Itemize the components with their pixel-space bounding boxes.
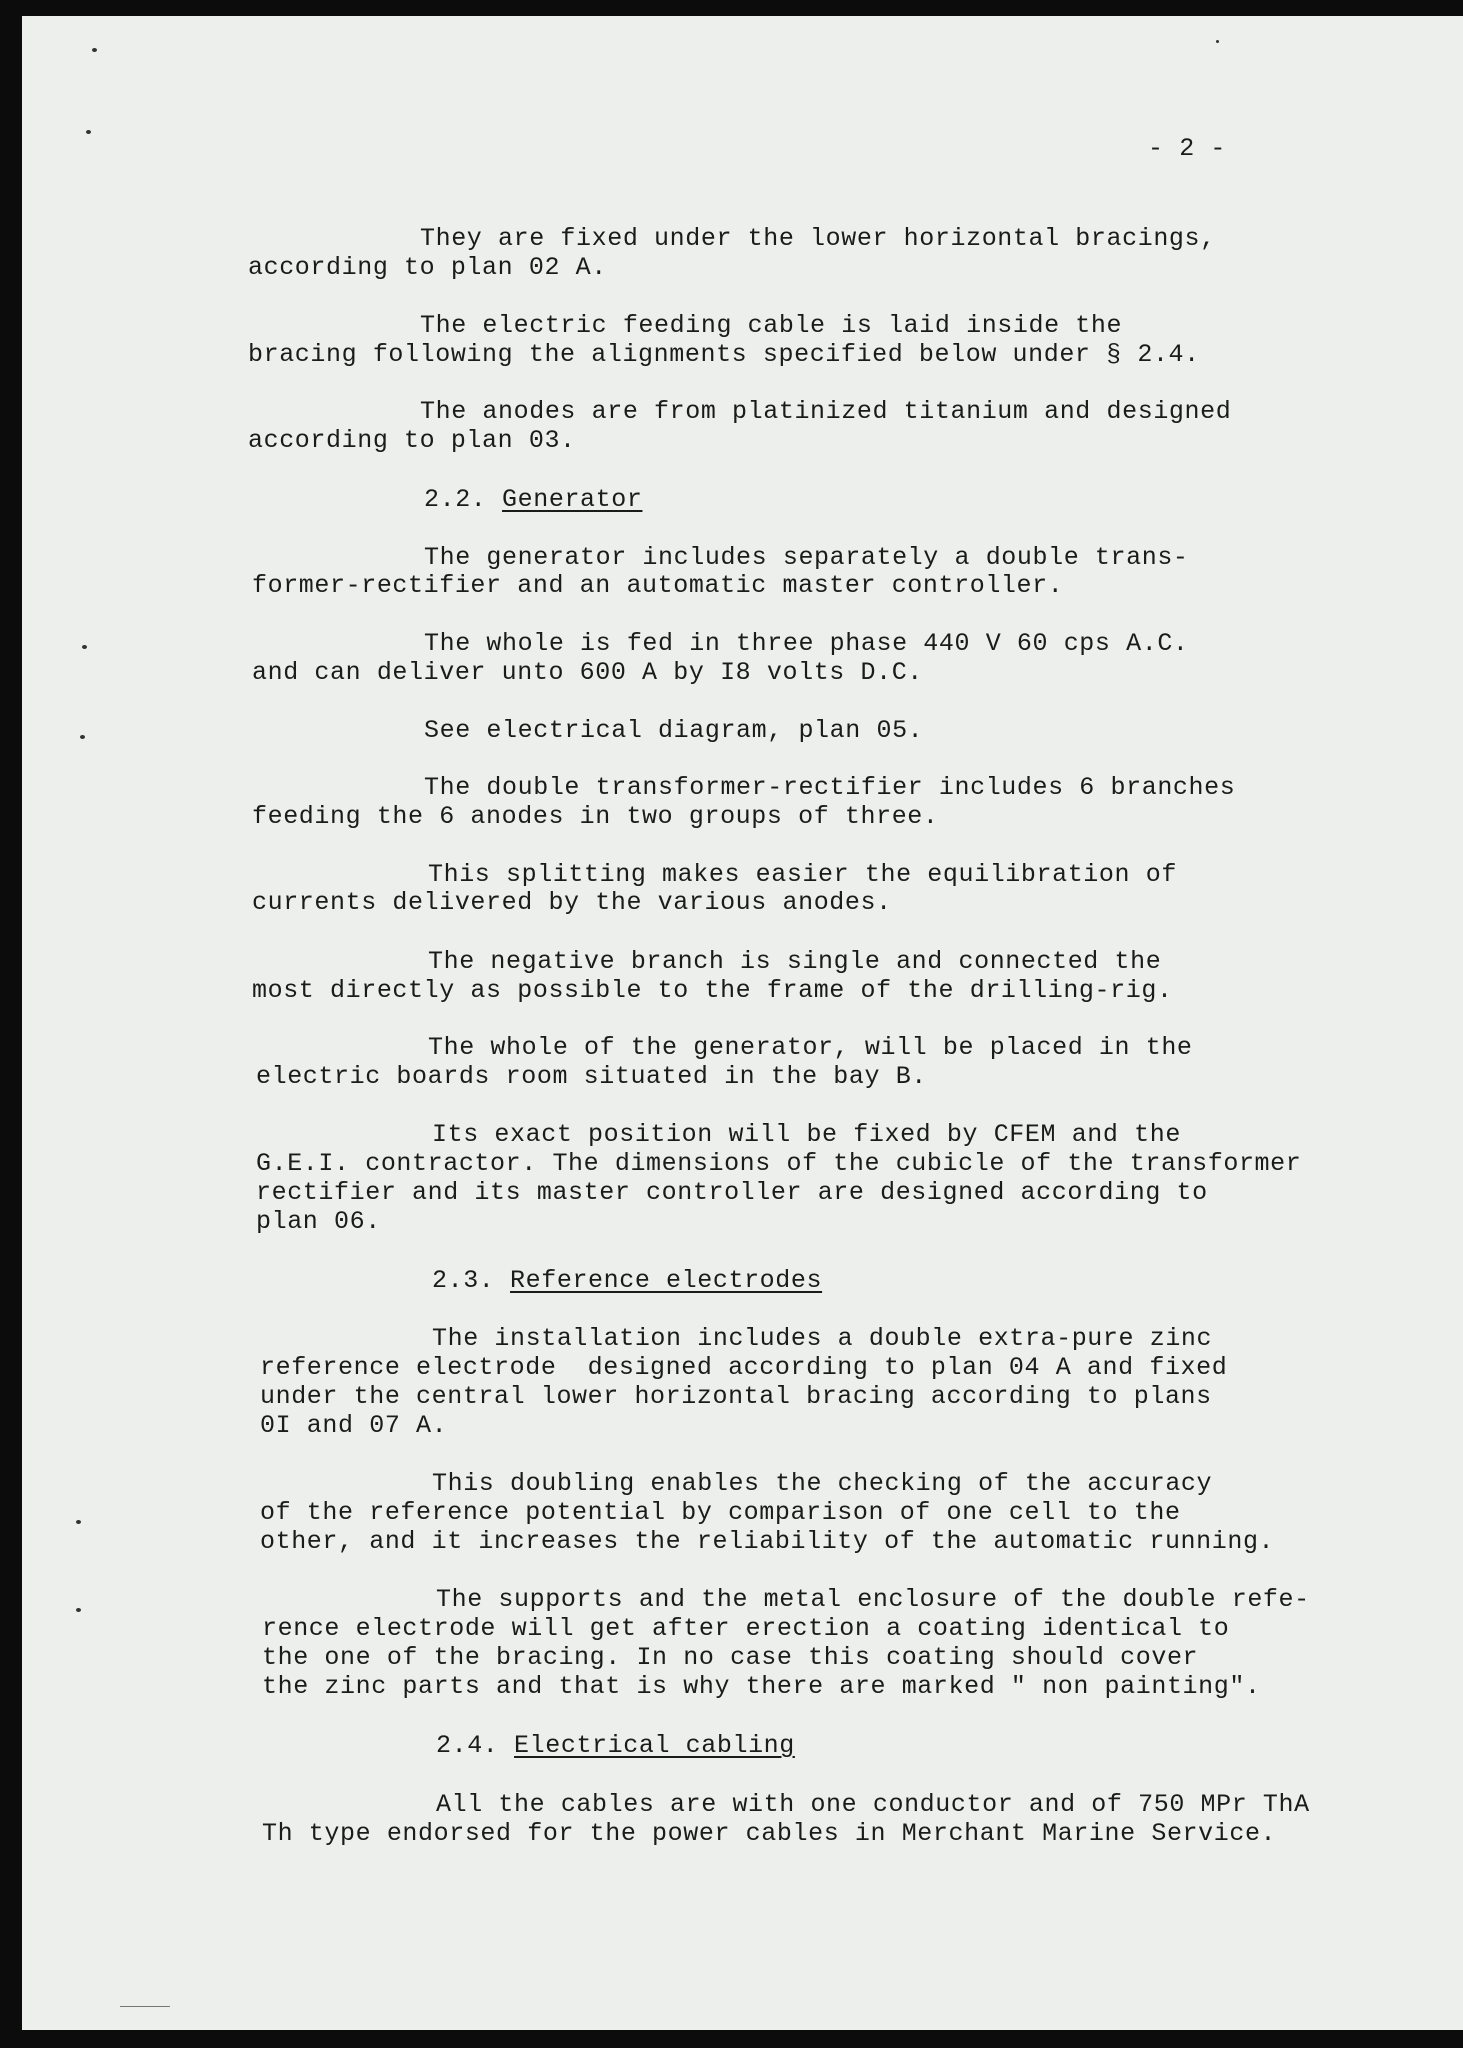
section-heading <box>424 485 642 514</box>
paragraph-line: electric boards room situated in the bay B. <box>256 1062 927 1091</box>
page-number: - 2 - <box>1148 134 1227 163</box>
scan-speck <box>80 735 85 739</box>
scan-speck <box>76 1608 81 1612</box>
section-number: 2.3. <box>432 1266 495 1295</box>
section-title: Generator <box>502 485 643 514</box>
paragraph-line: The anodes are from platinized titanium and designed <box>420 397 1232 426</box>
paragraph-line: The electric feeding cable is laid inside the <box>420 311 1123 340</box>
scan-speck <box>92 48 97 52</box>
paragraph-line: This doubling enables the checking of the accuracy <box>432 1469 1213 1498</box>
section-title: Electrical cabling <box>514 1731 795 1760</box>
section-number: 2.4. <box>436 1731 499 1760</box>
paragraph-line: feeding the 6 anodes in two groups of three. <box>252 802 939 831</box>
paragraph-line: The double transformer-rectifier includes 6 branches <box>424 773 1236 802</box>
paragraph-line: reference electrode designed according to plan 04 A and fixed <box>260 1353 1228 1382</box>
scan-speck <box>86 130 91 134</box>
paragraph-line: according to plan 02 A. <box>248 253 607 282</box>
paragraph-line: Th type endorsed for the power cables in Merchant Marine Service. <box>262 1819 1277 1848</box>
paragraph-line: Its exact position will be fixed by CFEM and the <box>432 1120 1181 1149</box>
scan-speck <box>76 1520 81 1524</box>
paragraph-line: plan 06. <box>256 1207 381 1236</box>
footer-rule <box>120 2006 170 2007</box>
paragraph-line: the one of the bracing. In no case this coating should cover <box>262 1643 1199 1672</box>
paragraph-line: The whole of the generator, will be placed in the <box>428 1033 1193 1062</box>
paragraph-line: under the central lower horizontal bracing according to plans <box>260 1382 1212 1411</box>
paragraph-line: most directly as possible to the frame of the drilling-rig. <box>252 976 1173 1005</box>
section-number: 2.2. <box>424 485 487 514</box>
paragraph-line: of the reference potential by comparison of one cell to the <box>260 1498 1181 1527</box>
paragraph-line: They are fixed under the lower horizontal bracings, <box>420 224 1216 253</box>
paragraph-line: The installation includes a double extra-pure zinc <box>432 1324 1213 1353</box>
paragraph-line: 0I and 07 A. <box>260 1411 448 1440</box>
paragraph-line: rectifier and its master controller are designed according to <box>256 1178 1208 1207</box>
section-heading <box>432 1266 822 1295</box>
paragraph-line: See electrical diagram, plan 05. <box>424 716 924 745</box>
paragraph-line: according to plan 03. <box>248 426 576 455</box>
section-heading <box>436 1731 795 1760</box>
paragraph-line: bracing following the alignments specified below under § 2.4. <box>248 340 1200 369</box>
paragraph-line: The whole is fed in three phase 440 V 60 cps A.C. <box>424 629 1189 658</box>
paragraph-line: The generator includes separately a double trans- <box>424 543 1189 572</box>
scan-speck <box>82 645 87 649</box>
paragraph-line: rence electrode will get after erection a coating identical to <box>262 1614 1230 1643</box>
paragraph-line: other, and it increases the reliability of the automatic running. <box>260 1527 1275 1556</box>
paragraph-line: currents delivered by the various anodes. <box>252 888 892 917</box>
paragraph-line: The supports and the metal enclosure of the double refe- <box>436 1585 1310 1614</box>
paragraph-line: and can deliver unto 600 A by I8 volts D.C. <box>252 658 923 687</box>
paragraph-line: This splitting makes easier the equilibration of <box>428 860 1177 889</box>
paragraph-line: former-rectifier and an automatic master controller. <box>252 571 1064 600</box>
paragraph-line: G.E.I. contractor. The dimensions of the cubicle of the transformer <box>256 1149 1302 1178</box>
section-title: Reference electrodes <box>510 1266 823 1295</box>
paragraph-line: The negative branch is single and connected the <box>428 947 1162 976</box>
scan-speck <box>1216 40 1219 43</box>
paragraph-line: the zinc parts and that is why there are marked " non painting". <box>262 1672 1261 1701</box>
paragraph-line: All the cables are with one conductor and of 750 MPr ThA <box>436 1790 1310 1819</box>
